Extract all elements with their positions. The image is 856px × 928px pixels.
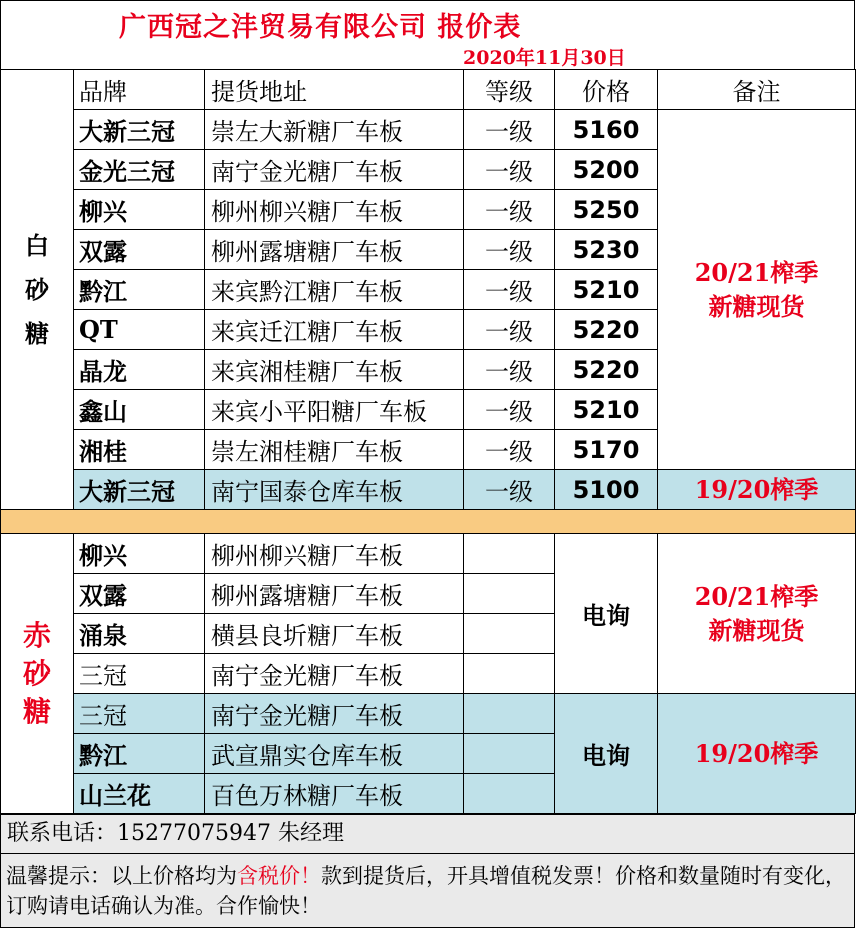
grade-cell (464, 654, 555, 694)
price-table (0, 69, 856, 814)
table-row-old-season (1, 470, 856, 510)
address-cell: 武宣鼎实仓库车板 (205, 734, 464, 774)
header-row (1, 70, 856, 110)
table-row (1, 110, 856, 150)
address-cell: 柳州柳兴糖厂车板 (205, 190, 464, 230)
quote-date: 2020年11月30日 (463, 47, 626, 69)
price-cell: 5100 (555, 470, 658, 510)
address-cell: 柳州柳兴糖厂车板 (205, 534, 464, 574)
category-red-sugar (1, 534, 74, 814)
category-white-sugar (1, 70, 74, 510)
note-line: 20/21榨季 (694, 581, 819, 611)
section-divider (1, 510, 856, 534)
price-cell: 5220 (555, 310, 658, 350)
note-old-season: 19/20榨季 (658, 694, 856, 814)
brand-cell: 双露 (74, 230, 205, 270)
category-label: 赤砂糖 (22, 618, 51, 728)
price-cell: 5230 (555, 230, 658, 270)
address-cell: 南宁金光糖厂车板 (205, 150, 464, 190)
column-header-note: 备注 (658, 70, 856, 110)
brand-cell: 黔江 (74, 734, 205, 774)
column-header-price: 价格 (555, 70, 658, 110)
address-cell: 南宁金光糖厂车板 (205, 654, 464, 694)
address-cell: 横县良圻糖厂车板 (205, 614, 464, 654)
note-line: 新糖现货 (708, 615, 805, 645)
grade-cell (464, 574, 555, 614)
price-cell: 5210 (555, 270, 658, 310)
brand-cell: 晶龙 (74, 350, 205, 390)
price-inquiry-new: 电询 (555, 534, 658, 694)
brand-cell: 湘桂 (74, 430, 205, 470)
table-row (1, 534, 856, 574)
grade-cell (464, 614, 555, 654)
address-cell: 来宾黔江糖厂车板 (205, 270, 464, 310)
price-cell: 5250 (555, 190, 658, 230)
address-cell: 崇左大新糖厂车板 (205, 110, 464, 150)
notice-highlight: 含税价！ (237, 864, 321, 888)
address-cell: 柳州露塘糖厂车板 (205, 230, 464, 270)
brand-cell: 柳兴 (74, 534, 205, 574)
price-cell: 5170 (555, 430, 658, 470)
grade-cell: 一级 (464, 430, 555, 470)
price-cell: 5200 (555, 150, 658, 190)
grade-cell: 一级 (464, 470, 555, 510)
column-header-brand: 品牌 (74, 70, 205, 110)
notice-block (0, 853, 855, 928)
address-cell: 南宁金光糖厂车板 (205, 694, 464, 734)
brand-cell: 大新三冠 (74, 110, 205, 150)
price-inquiry-old: 电询 (555, 694, 658, 814)
note-new-season (658, 534, 856, 694)
brand-cell: 黔江 (74, 270, 205, 310)
address-cell: 来宾小平阳糖厂车板 (205, 390, 464, 430)
grade-cell: 一级 (464, 350, 555, 390)
grade-cell (464, 534, 555, 574)
grade-cell: 一级 (464, 310, 555, 350)
grade-cell: 一级 (464, 230, 555, 270)
price-cell: 5220 (555, 350, 658, 390)
divider-cell (1, 510, 856, 534)
category-label: 白砂糖 (25, 230, 49, 348)
address-cell: 南宁国泰仓库车板 (205, 470, 464, 510)
brand-cell: 柳兴 (74, 190, 205, 230)
grade-cell (464, 694, 555, 734)
notice-prefix: 温馨提示：以上价格均为 (6, 864, 237, 888)
brand-cell: 涌泉 (74, 614, 205, 654)
grade-cell: 一级 (464, 190, 555, 230)
brand-cell: 金光三冠 (74, 150, 205, 190)
grade-cell: 一级 (464, 110, 555, 150)
grade-cell: 一级 (464, 390, 555, 430)
contact-line: 联系电话：15277075947 朱经理 (0, 814, 855, 854)
page-title: 广西冠之沣贸易有限公司 报价表 (119, 12, 522, 43)
note-line: 新糖现货 (708, 291, 805, 321)
address-cell: 来宾湘桂糖厂车板 (205, 350, 464, 390)
brand-cell: 三冠 (74, 694, 205, 734)
brand-cell: 大新三冠 (74, 470, 205, 510)
address-cell: 柳州露塘糖厂车板 (205, 574, 464, 614)
note-old-season: 19/20榨季 (658, 470, 856, 510)
brand-cell: 鑫山 (74, 390, 205, 430)
address-cell: 崇左湘桂糖厂车板 (205, 430, 464, 470)
brand-cell: 双露 (74, 574, 205, 614)
table-row-old-season (1, 694, 856, 734)
address-cell: 来宾迁江糖厂车板 (205, 310, 464, 350)
address-cell: 百色万林糖厂车板 (205, 774, 464, 814)
grade-cell (464, 734, 555, 774)
grade-cell (464, 774, 555, 814)
column-header-address: 提货地址 (205, 70, 464, 110)
note-new-season (658, 110, 856, 470)
brand-cell: QT (74, 310, 205, 350)
grade-cell: 一级 (464, 150, 555, 190)
brand-cell: 三冠 (74, 654, 205, 694)
price-cell: 5210 (555, 390, 658, 430)
column-header-grade: 等级 (464, 70, 555, 110)
notice-suffix: 款到提货后，开具增值税发票！价格和数量随时有变化，订购请电话确认为准。合作愉快！ (6, 864, 846, 918)
note-line: 20/21榨季 (694, 257, 819, 287)
grade-cell: 一级 (464, 270, 555, 310)
brand-cell: 山兰花 (74, 774, 205, 814)
price-cell: 5160 (555, 110, 658, 150)
title-block (0, 0, 855, 70)
